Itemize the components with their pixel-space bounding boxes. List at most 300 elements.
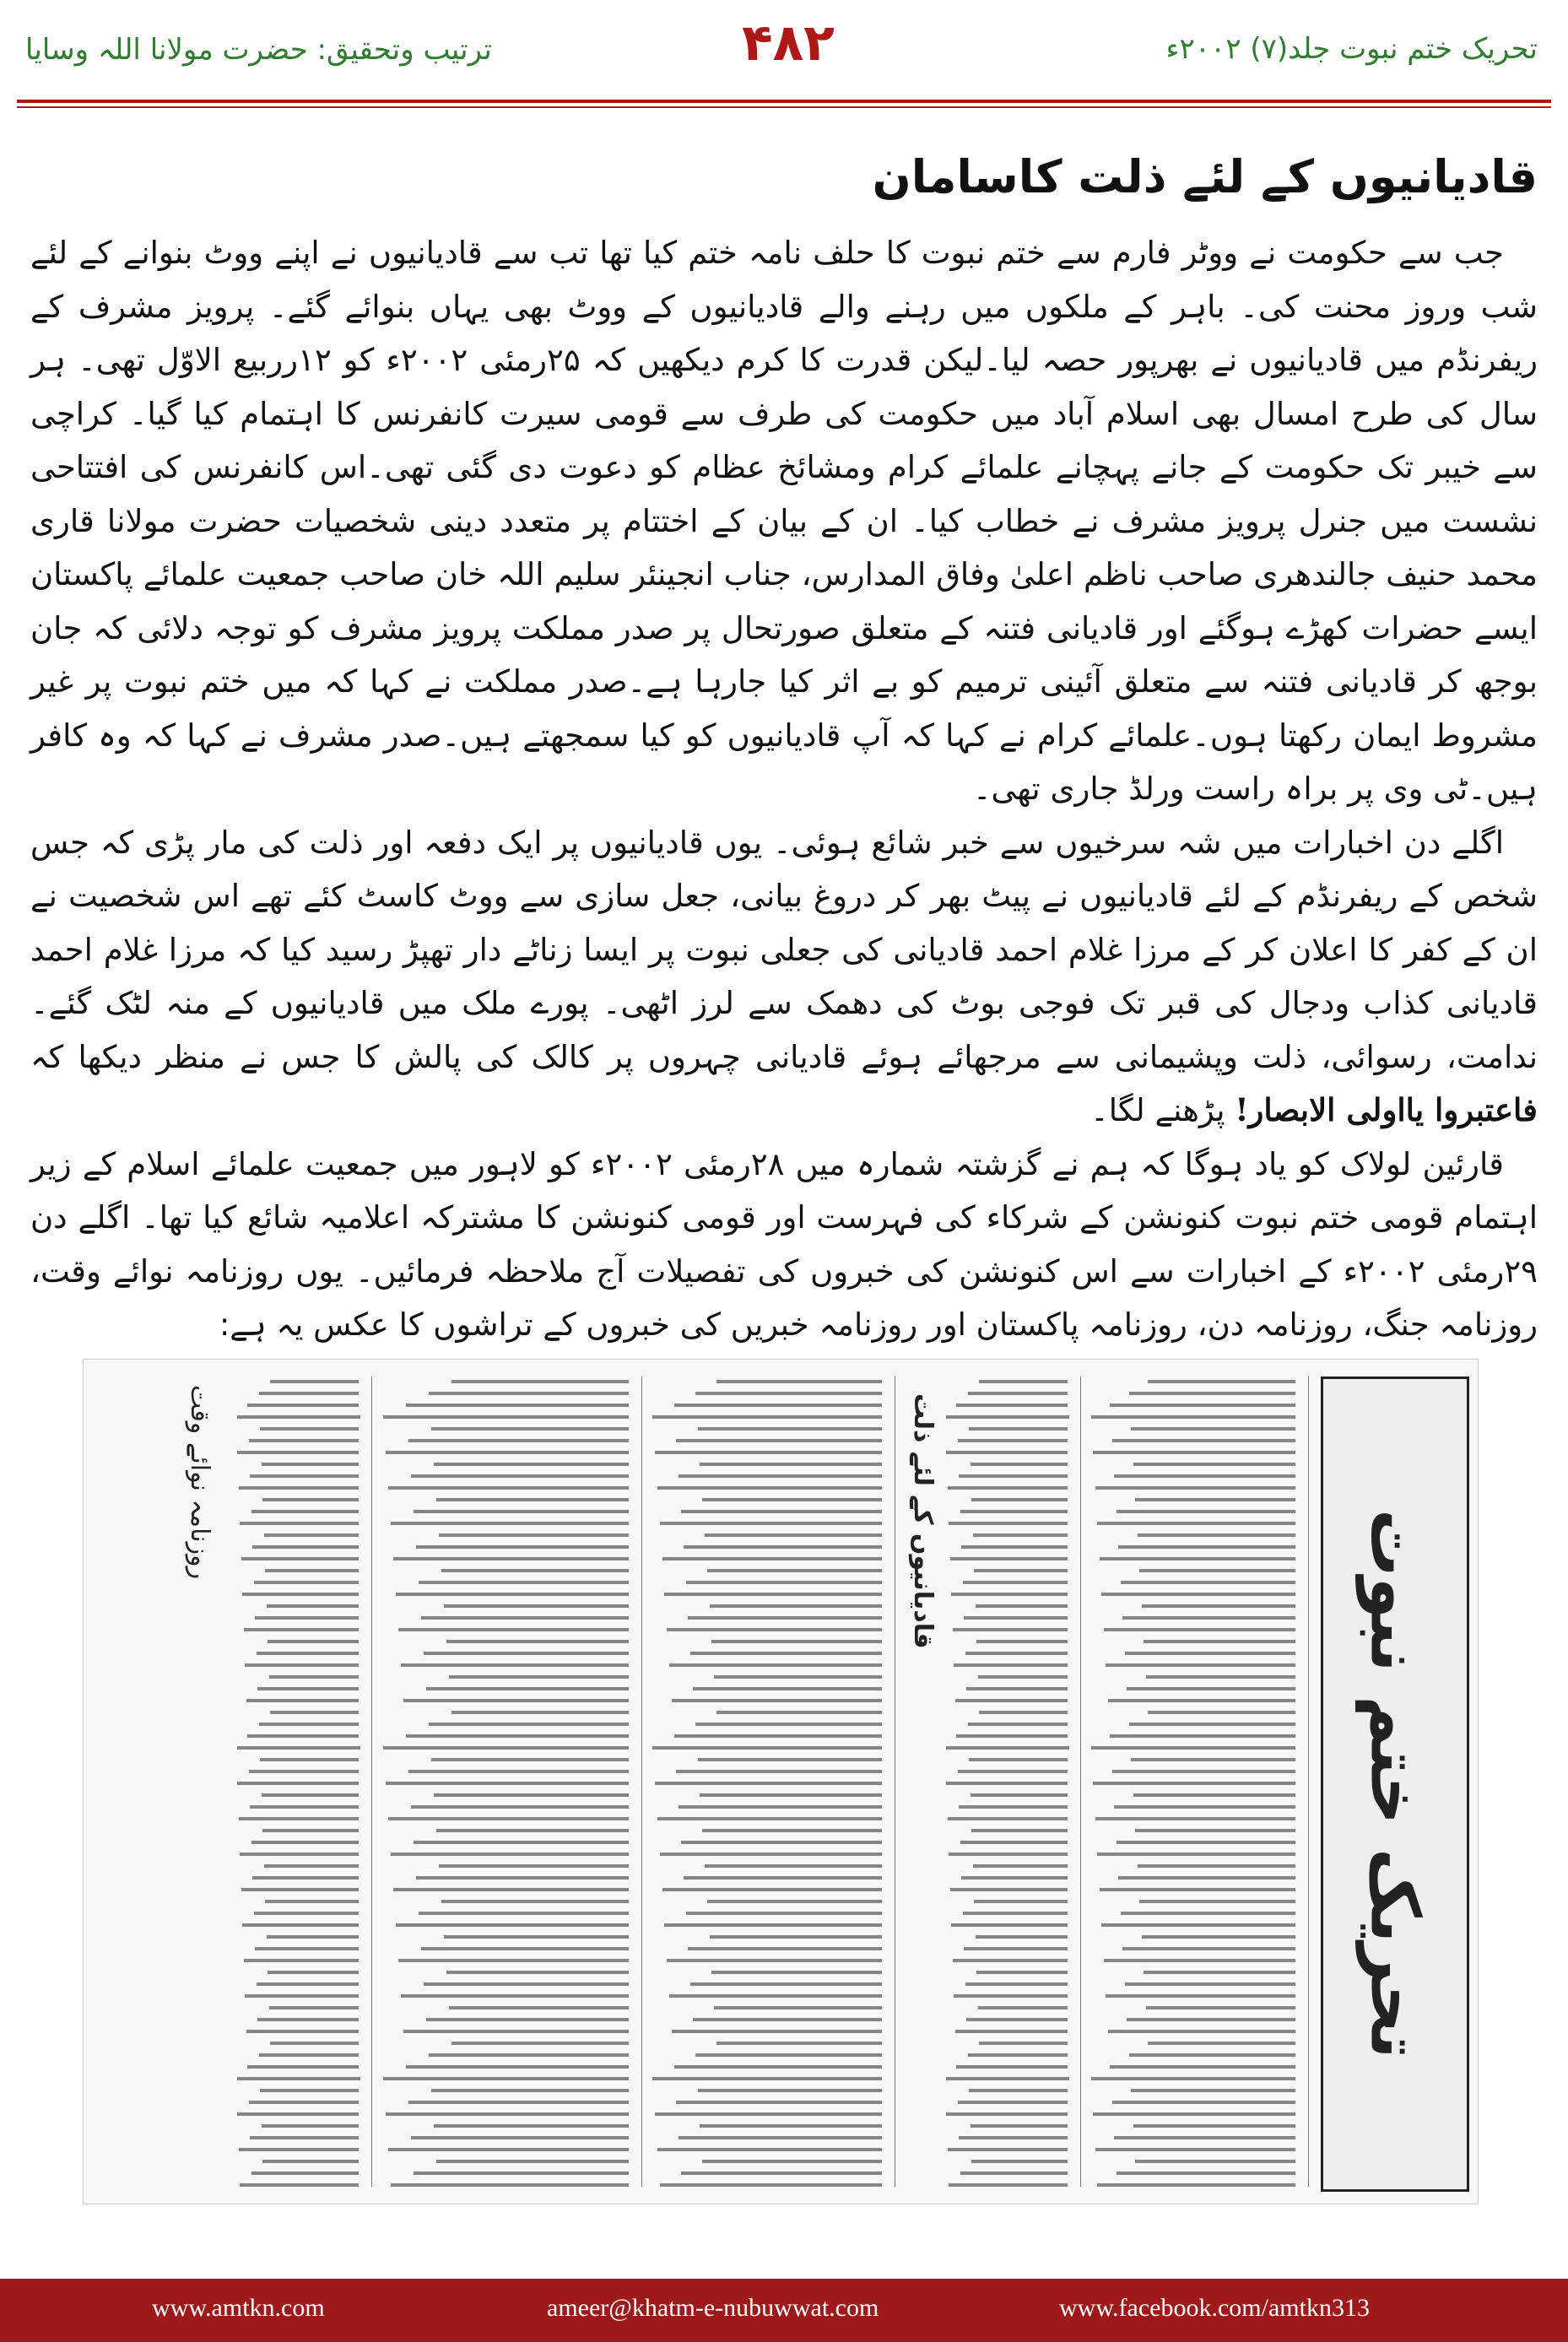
- clipping-text-line: [660, 1853, 882, 1856]
- clipping-text-line: [971, 2124, 1068, 2128]
- clipping-text-line: [1112, 1439, 1296, 1442]
- clipping-text-line: [398, 1628, 629, 1631]
- clipping-text-line: [1127, 2018, 1295, 2021]
- clipping-text-line: [953, 1959, 1068, 1962]
- clipping-text-line: [1091, 1746, 1296, 1750]
- clipping-text-line: [971, 1829, 1068, 1832]
- clipping-text-line: [965, 1982, 1068, 1986]
- clipping-text-line: [441, 1900, 629, 1903]
- clipping-text-line: [700, 2124, 882, 2128]
- clipping-text-line: [956, 1404, 1068, 1407]
- clipping-text-line: [973, 1533, 1068, 1537]
- clipping-text-line: [946, 2077, 1069, 2080]
- clipping-text-line: [426, 2018, 629, 2021]
- clipping-text-line: [971, 1793, 1068, 1797]
- clipping-text-line: [240, 1522, 359, 1525]
- clipping-text-line: [976, 1935, 1068, 1939]
- clipping-side-note: روزنامہ نوائے وقت: [185, 1385, 214, 1580]
- clipping-text-line: [964, 1616, 1068, 1620]
- clipping-text-line: [973, 1864, 1068, 1868]
- clipping-text-line: [681, 2172, 882, 2175]
- clipping-text-line: [674, 1734, 882, 1738]
- clipping-text-line: [686, 1581, 882, 1584]
- clipping-text-line: [1127, 1687, 1295, 1690]
- clipping-text-line: [971, 1463, 1068, 1466]
- clipping-text-line: [257, 1652, 360, 1655]
- clipping-text-line: [959, 1805, 1068, 1809]
- clipping-text-line: [1133, 1793, 1296, 1797]
- clipping-text-line: [669, 1994, 882, 1998]
- clipping-text-line: [684, 1876, 882, 1880]
- clipping-text-line: [976, 1971, 1068, 1974]
- clipping-text-line: [268, 1971, 359, 1974]
- clipping-text-line: [1091, 1415, 1296, 1419]
- clipping-text-line: [1093, 2112, 1295, 2116]
- clipping-text-line: [436, 2160, 629, 2163]
- clipping-text-line: [1093, 1782, 1295, 1785]
- clipping-text-line: [249, 1439, 360, 1442]
- clipping-text-line: [690, 1982, 882, 1986]
- clipping-text-line: [969, 2089, 1068, 2092]
- clipping-text-line: [946, 1415, 1069, 1419]
- clipping-text-line: [431, 1427, 629, 1431]
- clipping-text-line: [1133, 2124, 1296, 2128]
- clipping-text-line: [1095, 2148, 1296, 2151]
- clipping-text-line: [426, 1687, 629, 1690]
- clipping-text-line: [449, 1675, 629, 1679]
- clipping-text-line: [419, 1912, 629, 1915]
- clipping-text-line: [424, 1652, 629, 1655]
- clipping-text-line: [383, 2077, 629, 2080]
- clipping-text-line: [240, 1853, 359, 1856]
- clipping-text-line: [431, 2089, 629, 2092]
- clipping-text-line: [250, 1805, 359, 1809]
- clipping-text-line: [1114, 1805, 1295, 1809]
- clipping-text-line: [1117, 1510, 1296, 1513]
- clipping-text-line: [245, 1663, 359, 1667]
- clipping-text-line: [652, 1415, 882, 1419]
- clipping-column: [381, 1371, 634, 2192]
- clipping-text-line: [961, 1876, 1068, 1880]
- clipping-text-line: [1108, 1699, 1296, 1702]
- clipping-text-line: [434, 2124, 629, 2128]
- clipping-text-line: [449, 2006, 629, 2009]
- clipping-text-line: [246, 1699, 360, 1702]
- clipping-text-line: [408, 1770, 629, 1773]
- clipping-text-line: [396, 1593, 629, 1596]
- clipping-text-line: [249, 1770, 360, 1773]
- clipping-text-line: [451, 1380, 629, 1383]
- clipping-text-line: [1118, 1545, 1295, 1549]
- clipping-text-line: [244, 1959, 360, 1962]
- clipping-text-line: [974, 1900, 1068, 1903]
- clipping-text-line: [250, 2136, 359, 2139]
- clipping-text-line: [255, 1947, 359, 1950]
- clipping-text-line: [434, 1793, 629, 1797]
- clipping-text-line: [948, 2148, 1068, 2151]
- clipping-text-line: [946, 1451, 1068, 1454]
- clipping-text-line: [1118, 1876, 1295, 1880]
- clipping-text-line: [250, 1474, 359, 1478]
- clipping-text-line: [1117, 2172, 1296, 2175]
- clipping-text-line: [419, 1581, 629, 1584]
- clipping-text-line: [237, 2077, 360, 2080]
- clipping-text-line: [247, 2065, 359, 2069]
- clipping-text-line: [1110, 1734, 1295, 1738]
- clipping-text-line: [979, 1380, 1068, 1383]
- clipping-text-line: [964, 1947, 1068, 1950]
- clipping-text-line: [676, 2101, 882, 2104]
- clipping-text-line: [239, 1817, 360, 1820]
- clipping-text-line: [949, 2183, 1068, 2187]
- clipping-text-line: [951, 1593, 1068, 1596]
- clipping-text-line: [1148, 1711, 1295, 1714]
- clipping-text-line: [679, 1805, 882, 1809]
- clipping-text-line: [979, 2042, 1068, 2045]
- clipping-text-line: [1129, 2053, 1296, 2057]
- clipping-text-line: [265, 1569, 359, 1572]
- quran-quote: فاعتبروا یااولی الابصار!: [1235, 1091, 1538, 1128]
- clipping-text-line: [976, 1640, 1068, 1643]
- clipping-text-line: [1104, 1628, 1296, 1631]
- clipping-text-line: [953, 1628, 1068, 1631]
- clipping-text-line: [949, 1522, 1068, 1525]
- clipping-text-line: [403, 2030, 629, 2033]
- clipping-text-line: [711, 1640, 882, 1643]
- clipping-text-line: [393, 1557, 629, 1560]
- clipping-text-line: [406, 1734, 629, 1738]
- clipping-text-line: [1146, 1675, 1296, 1679]
- clipping-text-line: [1135, 1498, 1295, 1501]
- clipping-text-line: [1142, 1935, 1296, 1939]
- clipping-text-line: [406, 2065, 629, 2069]
- clipping-text-line: [237, 1746, 360, 1750]
- clipping-text-line: [393, 1888, 629, 1891]
- clipping-text-line: [963, 1581, 1068, 1584]
- clipping-text-line: [958, 1770, 1068, 1773]
- clipping-text-line: [265, 1900, 359, 1903]
- clipping-text-line: [657, 1486, 882, 1490]
- paragraph-2: [30, 816, 1538, 1138]
- clipping-text-line: [245, 1994, 359, 1998]
- clipping-text-line: [1112, 2101, 1296, 2104]
- clipping-text-line: [237, 1782, 359, 1785]
- clipping-text-line: [383, 1746, 629, 1750]
- clipping-text-line: [254, 1581, 360, 1584]
- clipping-text-line: [257, 1687, 359, 1690]
- clipping-text-line: [657, 1817, 882, 1820]
- clipping-text-line: [1097, 1522, 1295, 1525]
- clipping-text-line: [959, 2136, 1068, 2139]
- clipping-text-line: [436, 1498, 629, 1501]
- clipping-text-line: [1093, 1451, 1295, 1454]
- clipping-text-line: [969, 1758, 1068, 1761]
- clipping-text-line: [1142, 1604, 1296, 1608]
- clipping-text-line: [693, 2018, 882, 2021]
- header-divider-thin: [17, 106, 1551, 108]
- clipping-text-line: [949, 1853, 1068, 1856]
- clipping-text-line: [406, 1404, 629, 1407]
- clipping-text-line: [416, 1876, 629, 1880]
- clipping-text-line: [702, 1829, 882, 1832]
- clipping-text-line: [1138, 1864, 1296, 1868]
- clipping-text-line: [249, 2101, 360, 2104]
- clipping-text-line: [398, 1959, 629, 1962]
- clipping-text-line: [956, 2065, 1068, 2069]
- clipping-text-line: [710, 1604, 882, 1608]
- clipping-text-line: [946, 1746, 1069, 1750]
- clipping-text-line: [260, 1427, 359, 1431]
- clipping-text-line: [958, 1439, 1068, 1442]
- clipping-text-line: [451, 2042, 629, 2045]
- clipping-text-line: [1095, 1486, 1296, 1490]
- clipping-text-line: [401, 1663, 629, 1667]
- clipping-text-line: [667, 1959, 882, 1962]
- clipping-text-line: [264, 1533, 360, 1537]
- clipping-text-line: [408, 2101, 629, 2104]
- clipping-text-line: [401, 1994, 629, 1998]
- clipping-text-line: [270, 1380, 359, 1383]
- clipping-text-line: [958, 2101, 1068, 2104]
- clipping-text-line: [391, 1853, 629, 1856]
- clipping-text-line: [676, 1770, 882, 1773]
- clipping-text-line: [968, 2053, 1068, 2057]
- clipping-text-line: [1129, 1723, 1296, 1726]
- clipping-text-line: [237, 1451, 359, 1454]
- header-divider: [17, 100, 1551, 103]
- clipping-text-line: [444, 1935, 629, 1939]
- clipping-text-line: [1106, 1663, 1295, 1667]
- clipping-text-line: [251, 1841, 360, 1844]
- clipping-text-line: [681, 1510, 882, 1513]
- clipping-text-line: [664, 1593, 882, 1596]
- clipping-text-line: [1125, 1652, 1296, 1655]
- clipping-text-line: [655, 2112, 882, 2116]
- clipping-text-line: [971, 1498, 1068, 1501]
- clipping-text-line: [388, 2148, 629, 2151]
- clipping-text-line: [260, 2089, 359, 2092]
- clipping-text-line: [705, 1533, 882, 1537]
- clipping-text-line: [1097, 2183, 1295, 2187]
- clipping-text-line: [1101, 1593, 1295, 1596]
- clipping-text-line: [262, 1498, 359, 1501]
- clipping-text-line: [1100, 1557, 1296, 1560]
- clipping-text-line: [948, 1486, 1068, 1490]
- clipping-text-line: [439, 1533, 629, 1537]
- clipping-text-line: [948, 1817, 1068, 1820]
- clipping-text-line: [270, 1711, 359, 1714]
- clipping-text-line: [1110, 1404, 1295, 1407]
- clipping-text-line: [971, 2160, 1068, 2163]
- clipping-text-line: [431, 1758, 629, 1761]
- column-separator: [1308, 1377, 1309, 2187]
- clipping-text-line: [259, 1392, 360, 1395]
- clipping-text-line: [262, 1793, 360, 1797]
- clipping-text-line: [1139, 1900, 1295, 1903]
- clipping-text-line: [963, 1912, 1068, 1915]
- clipping-text-line: [950, 1888, 1068, 1891]
- clipping-text-line: [411, 1805, 629, 1809]
- clipping-text-line: [268, 1640, 359, 1643]
- clipping-text-line: [246, 2030, 360, 2033]
- clipping-text-line: [946, 2112, 1068, 2116]
- clipping-text-line: [421, 1616, 629, 1620]
- clipping-text-line: [240, 2183, 359, 2187]
- clipping-text-line: [688, 1947, 882, 1950]
- clipping-text-line: [424, 1982, 629, 1986]
- clipping-text-line: [1148, 1380, 1295, 1383]
- clipping-text-line: [262, 1463, 360, 1466]
- clipping-text-line: [969, 1427, 1068, 1431]
- clipping-text-line: [667, 1628, 882, 1631]
- clipping-text-line: [1131, 2089, 1295, 2092]
- clipping-text-line: [386, 1782, 629, 1785]
- column-separator: [371, 1377, 372, 2187]
- clipping-text-line: [391, 2183, 629, 2187]
- clipping-text-line: [955, 1699, 1068, 1702]
- clipping-text-line: [698, 1427, 882, 1431]
- clipping-text-line: [269, 2006, 360, 2009]
- clipping-text-line: [259, 2053, 360, 2057]
- paragraph-2-tail: پڑھنے لگا۔: [1090, 1092, 1225, 1128]
- compiler-credit: ترتیب وتحقیق: حضرت مولانا اللہ وسایا: [25, 33, 492, 67]
- clipping-text-line: [655, 1451, 882, 1454]
- clipping-text-line: [262, 2160, 359, 2163]
- paragraph-3: قارئین لولاک کو یاد ہوگا کہ ہم نے گزشتہ شمارہ میں ۲۸رمئی ۲۰۰۲ء کو لاہور میں جمعیت علمائے اسلام کے زیر اہتمام قومی ختم نبوت کنونشن کے شرکاء کی فہرست اور قومی کنونشن کا مشترکہ اعلامیہ شائع کیا تھا۔ اگلے دن ۲۹رمئی ۲۰۰۲ء کے اخبارات سے اس کنونشن کی خبروں کی تفصیلات آج ملاحظہ فرمائیں۔ یوں روزنامہ نوائے وقت، روزنامہ جنگ، روزنامہ دن، روزنامہ پاکستان اور روزنامہ خبریں کی خبروں کے تراشوں کا عکس یہ ہے:: [30, 1145, 1538, 1343]
- clipping-text-line: [1097, 1853, 1295, 1856]
- clipping-text-line: [441, 1569, 629, 1572]
- clipping-text-line: [652, 1746, 882, 1750]
- clipping-text-line: [695, 2053, 882, 2057]
- clipping-text-line: [1112, 1770, 1296, 1773]
- clipping-text-line: [451, 1711, 629, 1714]
- clipping-text-line: [657, 2148, 882, 2151]
- clipping-text-line: [257, 1982, 360, 1986]
- clipping-text-line: [1133, 1463, 1296, 1466]
- clipping-text-line: [1100, 1888, 1296, 1891]
- clipping-text-line: [686, 1912, 882, 1915]
- clipping-text-line: [978, 1675, 1068, 1679]
- clipping-text-line: [955, 2030, 1068, 2033]
- clipping-text-line: [674, 2065, 882, 2069]
- clipping-text-line: [960, 1841, 1068, 1844]
- clipping-text-line: [711, 1971, 882, 1974]
- footer-email-link[interactable]: ameer@khatm-e-nubuwwat.com: [547, 2294, 879, 2322]
- clipping-text-line: [1108, 2030, 1296, 2033]
- clipping-text-line: [429, 2053, 629, 2057]
- clipping-text-line: [679, 1474, 882, 1478]
- clipping-text-line: [403, 1699, 629, 1702]
- clipping-column: [651, 1371, 887, 2192]
- clipping-text-line: [655, 1782, 882, 1785]
- clipping-text-line: [414, 1841, 629, 1844]
- page-footer: [0, 2279, 1568, 2342]
- clipping-text-line: [705, 1864, 882, 1868]
- clipping-text-line: [1091, 2077, 1296, 2080]
- clipping-text-line: [239, 1486, 360, 1490]
- clipping-text-line: [946, 1782, 1068, 1785]
- clipping-text-line: [1131, 1758, 1295, 1761]
- clipping-text-line: [388, 1817, 629, 1820]
- clipping-text-line: [251, 1510, 360, 1513]
- clipping-text-line: [434, 1463, 629, 1466]
- clipping-text-line: [1106, 1994, 1295, 1998]
- clipping-text-line: [396, 1923, 629, 1927]
- clipping-text-line: [267, 1604, 360, 1608]
- clipping-text-line: [959, 1474, 1068, 1478]
- footer-facebook-link[interactable]: www.facebook.com/amtkn313: [1059, 2294, 1370, 2322]
- clipping-text-line: [679, 2136, 882, 2139]
- article-title: قادیانیوں کے لئے ذلت کاسامان: [872, 150, 1538, 203]
- clipping-text-line: [264, 1864, 360, 1868]
- clipping-text-line: [974, 1569, 1068, 1572]
- clipping-text-line: [714, 1675, 882, 1679]
- clipping-column: [1089, 1371, 1300, 2192]
- footer-website-link[interactable]: www.amtkn.com: [152, 2294, 325, 2322]
- clipping-text-line: [270, 2042, 359, 2045]
- clipping-text-line: [255, 1616, 359, 1620]
- clipping-text-line: [1144, 1971, 1295, 1974]
- clipping-text-line: [672, 2030, 882, 2033]
- clipping-text-line: [439, 1864, 629, 1868]
- clipping-text-line: [1121, 1581, 1296, 1584]
- clipping-text-line: [239, 2148, 360, 2151]
- clipping-text-line: [1125, 1982, 1296, 1986]
- clipping-text-line: [1117, 1841, 1296, 1844]
- clipping-text-line: [1148, 2042, 1295, 2045]
- clipping-text-line: [408, 1439, 629, 1442]
- clipping-text-line: [676, 1439, 882, 1442]
- book-title: تحریک ختم نبوت جلد(۷) ۲۰۰۲ء: [1165, 32, 1538, 66]
- clipping-text-line: [247, 1404, 359, 1407]
- clipping-text-line: [1114, 1474, 1295, 1478]
- clipping-text-line: [707, 1569, 882, 1572]
- clipping-text-line: [956, 1734, 1068, 1738]
- clipping-text-line: [1114, 2136, 1295, 2139]
- clipping-text-line: [262, 2124, 360, 2128]
- clipping-text-line: [968, 1392, 1068, 1395]
- clipping-text-line: [1101, 1923, 1295, 1927]
- clipping-text-line: [702, 2160, 882, 2163]
- clipping-text-line: [695, 1392, 882, 1395]
- clipping-text-line: [252, 1876, 359, 1880]
- clipping-text-line: [237, 2112, 359, 2116]
- clipping-text-line: [242, 1593, 359, 1596]
- clipping-text-line: [1095, 1817, 1296, 1820]
- clipping-text-line: [716, 1380, 882, 1383]
- clipping-text-line: [702, 1498, 882, 1501]
- clipping-text-line: [1129, 1392, 1296, 1395]
- clipping-text-line: [960, 1510, 1068, 1513]
- clipping-text-line: [414, 2172, 629, 2175]
- column-separator: [1080, 1377, 1081, 2187]
- clipping-text-line: [262, 1829, 359, 1832]
- clipping-text-line: [386, 1451, 629, 1454]
- clipping-text-line: [968, 1723, 1068, 1726]
- clipping-text-line: [954, 1994, 1068, 1998]
- clipping-text-line: [966, 2018, 1068, 2021]
- page-number: ۴۸۲: [742, 14, 835, 73]
- clipping-text-line: [446, 1640, 629, 1643]
- clipping-text-line: [421, 1947, 629, 1950]
- clipping-text-line: [241, 1557, 360, 1560]
- clipping-text-line: [662, 1888, 882, 1891]
- clipping-text-line: [267, 1935, 360, 1939]
- clipping-text-line: [383, 1415, 629, 1419]
- clipping-text-line: [954, 1663, 1068, 1667]
- clipping-text-line: [429, 1723, 629, 1726]
- clipping-text-line: [961, 1545, 1068, 1549]
